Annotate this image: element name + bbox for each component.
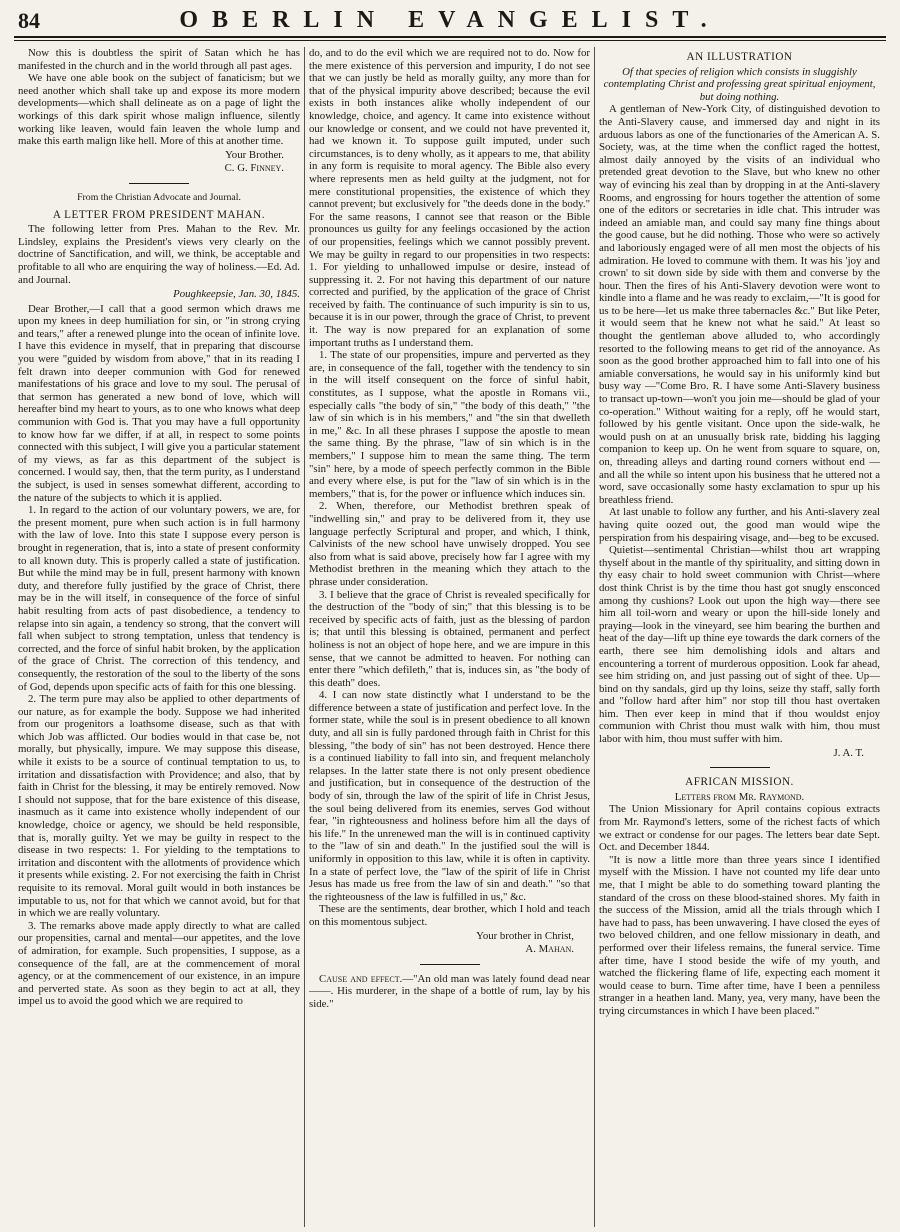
source-line: From the Christian Advocate and Journal.	[77, 191, 241, 203]
paragraph: 3. The remarks above made apply directly to what are called our propensities, carnal and mental—our appetites, and the love of admiration, for example. Such propensities, I suppose, as a consequence of the fall, are at the commencement of moral agency, or at the commencement of our existence, in an impure and perverted state. As soon as they begin to act at all, they impel us to avoid the good which we are required to	[18, 919, 300, 1008]
paragraph: "It is now a little more than three years since I identified myself with the Mission. I have not counted my life dear unto me, that I might be able to do something toward planting the standard of the cross on these blood-stained shores. My faith in the success of the Mission, amid all the trials through which I have had to pass, has been unwavering. I have closed the eyes of two beloved children, and one fellow missionary in death, and performed over their lifeless remains, the funeral service. Time after time, have I stood beside the wife of my youth, and watched the flickering flame of life, expecting each moment it would cease to burn. Time after time, have I been a penniless stranger in a heathen land. Many, yea, very many, have been the trying circumstances in which I have been placed."	[599, 853, 880, 1017]
page-number: 84	[18, 8, 40, 33]
paragraph: 1. The state of our propensities, impure and perverted as they are, in consequence of the fall, together with the tendency to sin in the will itself consequent on the force of sinful habit, constitutes, as I suppose, what the apostle in Romans vii., especially calls "the body of sin," "the body of this death," "the law of sin which is in his members," and "the sin that dwelleth in me," &c. In all these phrases I suppose the apostle to mean the same thing. By the phrase, "law of sin which is in the members," I suppose him to mean the same thing. The term "sin" here, by a mode of speech perfectly common in the Bible and every where else, is put for the "law of sin which is in the members," that is, for the power or influence which induces sin.	[309, 349, 590, 500]
paragraph	[309, 973, 590, 1011]
masthead-rule	[14, 40, 886, 41]
signature: A. Mahan.	[525, 943, 574, 956]
paragraph: 2. When, therefore, our Methodist brethren speak of "indwelling sin," and pray to be delivered from it, they use language perfectly Scriptural and proper, and which, I think, Calvinists of the new school have unwisely dropped. You see also from what is said above, precisely how far I agree with my Methodist brethren in the meaning which they attach to the phrase under consideration.	[309, 500, 590, 588]
column-1	[14, 47, 304, 1227]
cause-text: —"An old man was lately found dead near ——. His murderer, in the shape of a bottle of rum, lay by his side."	[309, 972, 591, 1010]
article-heading: AN ILLUSTRATION	[686, 51, 793, 63]
dateline: Poughkeepsie, Jan. 30, 1845.	[173, 288, 300, 301]
paragraph: We have one able book on the subject of fanaticism; but we need another which shall take up and expose its more modern developments—which shall delineate as on a page of light the workings of this dark spirit whose malign influence, silently working like leaven, would fain leaven the whole lump and make this earth malign like hell. More of this at another time.	[18, 72, 300, 148]
paragraph: A gentleman of New-York City, of distinguished devotion to the Anti-Slavery cause, and immersed day and night in its arduous labors as one of the functionaries of the American A. S. Society, was, at the time when the conflict raged the hottest, almost daily annoyed by the visits of an individual who pretended great devotion to the Slave, but who knew no other way of evincing his zeal than by dropping in at the Anti-slavery Rooms, and engrossing for hours together the attention of some one of the editors or secretaries in idle chat. This intruder was indeed an amiable man, and could say many fine things about the good cause, but he did nothing. Those who were so actively and laboriously engaged were of all men most the objects of his admiration. He loved to commune with them. It was his 'joy and crown' to sit down side by side with them and converse by the hour. Then the fires of his Anti-Slavery devotion were wont to kindle into a flame and he was ready to exclaim,—"It is good for us to be here—let us make three tabernacles &c." But like Peter, it would seem that he knew not what he said." At least so thought the gentleman above alluded to, who accordingly resorted to the following means to get rid of the annoyance. As soon as the good brother approached him to fall into one of his amiable conversations, he would say in his uniformly kind but busy way —"Come Bro. R. I have some Anti-Slavery business to transact up-town—won't you join me—should be glad of your co-operation." Without waiting for a reply, off he would start, followed by his gentle visitant. Once upon the side-walk, he would push on at an unusually brisk rate, bidding his lagging companion to keep up. On he went from square to square, on, on, threading alleys and darting round corners without end —and all the while so intent upon his business that he uttered not a word, save occasionally some hasty exclamation to spur up his breathless friend.	[599, 103, 880, 506]
paragraph: do, and to do the evil which we are required not to do. Now for the mere existence of this perversion and impurity, I do not see that we can justly be held as morally guilty, any more than for that of the physical impurity above described; because the evil exists in both instances alike wholly independent of our knowledge, choice, and agency. It came into existence without our knowledge or consent, and we could not have prevented it, had we known it. To suppose guilt imputed, under such circumstances, is to deny wholly, as it appears to me, that ability in any form is requisite to moral agency. The Bible also every where represents men as held guilty at the judgment, not for mere constitutional propensities, the existence of which they cannot prevent; but exclusively for "the deeds done in the body." For the same reasons, I cannot see that reason or the Bible pronounces us guilty for any feelings occasioned by the action of our propensities, feelings which we cannot possibly prevent. We may be guilty in regard to our propensities in two respects: 1. For yielding to unhallowed impulse or desire, instead of suppressing it. 2. For not having this department of our nature corrected and purified, by the application of the grace of Christ received by faith. The continuance of such impurity is sin to us, because it is in our power, through the grace of Christ, to prevent it. The way is now prepared for an explanation of some important truths as I understand them.	[309, 47, 590, 349]
newspaper-title: OBERLIN EVANGELIST.	[179, 7, 721, 33]
paragraph: Dear Brother,—I call that a good sermon which draws me upon my knees in deep humiliation for sin, or "in strong crying and tears," after a renewed plunge into the ocean of infinite love. I have this evidence in myself, that in preparing that discourse you were "guided by wisdom from above," that in its reading I felt drawn into deeper communion with God for renewed manifestations of his grace and love to my soul. The perusal of that sermon has generated a new bond of love, which will hereafter bind my heart to yours, as to one who knows what deep communion with God is. That you may have a full opportunity to know how far we differ, if at all, in respect to some points connected with this subject, I will give you a particular statement of my views, as far as this department of the subject is concerned. I would say, then, that the term purity, as I understand the subject, is used in senses somewhat different, according to the nature of the subjects to which it is applied.	[18, 302, 300, 504]
divider	[420, 964, 480, 965]
editor-note: The following letter from Pres. Mahan to the Rev. Mr. Lindsley, explains the President's views very clearly on the doctrine of Sanctification, and will, we think, be acceptable and profitable to all who are enquiring the way of holiness.—Ed. Ad. and Journal.	[18, 223, 300, 286]
paragraph: These are the sentiments, dear brother, which I hold and teach on this momentous subject.	[309, 903, 590, 928]
columns	[14, 47, 886, 1227]
paragraph: 2. The term pure may also be applied to other departments of our nature, as for example the body. Suppose we had inherited from our progenitors a loathsome disease, such as that with which Job was afflicted. Our bodies would in that case be, not morally, but physically, impure. We may suppose this disease, while it exists to be a source of continual temptation to us, to irritation and dissatisfaction with Providence; and also, that by faith in Christ for the blessing, it may be entirely removed. Now I should not suppose, that for the bare existence of this disease, inasmuch as it came into existence wholly independent of our knowledge, choice or agency, we should be held responsible, that is, morally guilty. Yet we may be guilty in respect to the disease in two respects: 1. For yielding to the temptations to irritation and discontent with the allotments of providence which it presents while existing. 2. For not exercising the faith in Christ requisite to its removal. Moral guilt would in both instances be imputable to us, not for that which we cannot avoid, but for that in which we are really voluntary.	[18, 693, 300, 920]
signature: C. G. Finney.	[224, 162, 284, 175]
paragraph: 4. I can now state distinctly what I understand to be the difference between a state of justification and perfect love. In the former state, while the soul is in present obedience to all known duty, and all sin is fully pardoned through faith in Christ for this blessing, "the body of sin" has not been destroyed. Hence there is a continued liability to fall into sin, and frequent melancholy relapses. In the latter state there is not only present obedience and justification, but in consequence of the destruction of the body of sin, through the law of the spirit of life in Christ Jesus, the soul being delivered from its enemies, serves God without fear, "in righteousness and holiness before him all the days of his life." In the unrenewed man the will is in continued captivity to the "law of sin and death." In the justified soul the will is uniformly in opposition to this law, while it is often in captivity. In a state of perfect love, the "law of the spirit of life in Christ Jesus has made us free from the law of sin and death." "so that the righteousness of the law is fulfilled in us," &c.	[309, 689, 590, 903]
column-3	[594, 47, 884, 1227]
column-2	[304, 47, 594, 1227]
paragraph: At last unable to follow any further, and his Anti-slavery zeal having quite oozed out, the good man would wipe the perspiration from his despairing visage, and—beg to be excused.	[599, 506, 880, 544]
divider	[129, 183, 189, 184]
paragraph: Quietist—sentimental Christian—whilst thou art wrapping thyself about in the mantle of thy spirituality, and sitting down in thy easy chair to hold sweet communion with Christ—where dost think Christ is by the time thou hast got snugly ensconced among thy cushions? Look out upon the high way—there see him all toil-worn and weary or upon the hill-side lonely and praying—look in the vineyard, see him bearing the burthen and heat of the day—lift up thine eye towards the dark corners of the earth, there see him demolishing idols and altars and encountering a torrent of murderous opposition. Look far ahead, see him striding on, and just passing out of sight of thee. Up—bind on thy sandals, gird up thy loins, seize thy staff, sally forth and "follow hard after him" nor stop till thou hast overtaken him. Then ever keep in mind that if thou wouldst enjoy communion with Christ thou must walk with him, thou must labor with him, thou must suffer with him.	[599, 544, 880, 746]
signature: J. A. T.	[833, 746, 864, 759]
masthead	[14, 6, 886, 38]
divider	[710, 767, 770, 768]
article-subheading: Of that species of religion which consists in sluggishly contemplating Christ and professing great spiritual enjoyment, but doing nothing.	[603, 65, 876, 103]
closing: Your brother in Christ,	[476, 929, 574, 942]
paragraph: 3. I believe that the grace of Christ is revealed specifically for the destruction of the "body of sin;" that this blessing is to be received by specific acts of faith, just as the blessing of pardon is; that until this blessing is obtained, permanent and perfect holiness is not an object of hope here, and we are impure in this sense, that we cannot be admitted to heaven. For nothing can enter there "which defileth," that is, induces sin, as "the body of this death" does.	[309, 588, 590, 689]
cause-label: Cause and effect.	[319, 972, 403, 985]
paragraph: The Union Missionary for April contains copious extracts from Mr. Raymond's letters, some of the richest facts of which we extract or condense for our pages. The letters bear date Sept. Oct. and December 1844.	[599, 803, 880, 854]
closing: Your Brother.	[225, 148, 284, 161]
paragraph: Now this is doubtless the spirit of Satan which he has manifested in the church and in the world through all past ages.	[18, 47, 300, 72]
article-heading: AFRICAN MISSION.	[685, 776, 794, 789]
article-heading: A LETTER FROM PRESIDENT MAHAN.	[52, 208, 266, 221]
paragraph: 1. In regard to the action of our voluntary powers, we are, for the present moment, pure when such action is in full harmony with the law of love. Into this state I suppose every person is brought in regeneration, that is, into a state of present conformity to all known duty. This is properly called a state of justification. But while the mind may be in full, present harmony with known duty, and therefore fully justified by the grace of Christ, there may be in the will itself, in consequence of the force of sinful habit resulting from acts of past disobedience, a tendency to relapse into sin again, a tendency so strong, that the convert will fall when subject to strong temptation, unless that tendency is corrected, and the force of sinful habit broken, by the application of the grace of Christ. The correction of this tendency, and consequently, the restoration of the soul to the liberty of the sons of God, depends upon specific acts of faith for this one blessing.	[18, 504, 300, 693]
article-subheading: Letters from Mr. Raymond.	[674, 790, 805, 803]
